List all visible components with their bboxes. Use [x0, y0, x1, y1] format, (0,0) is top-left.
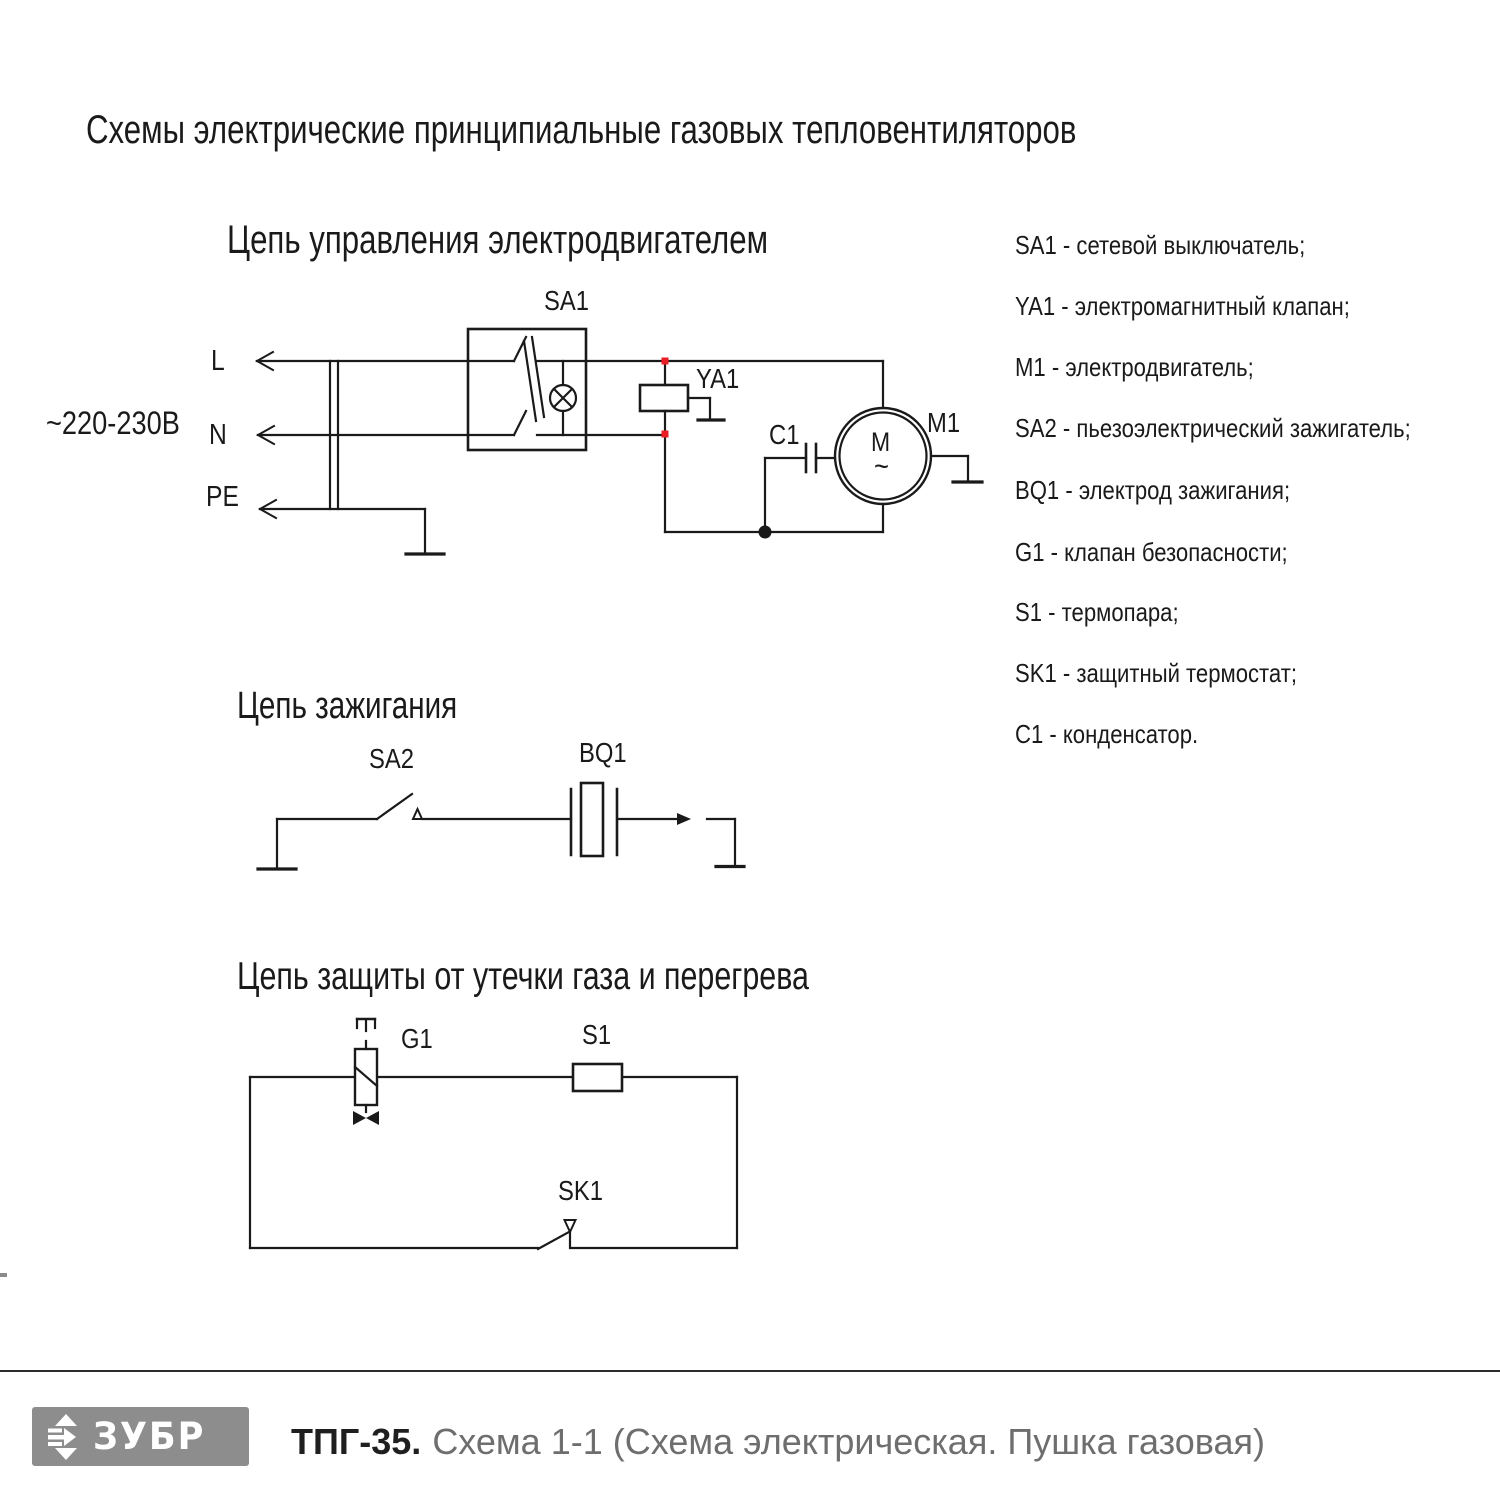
legend-item: SA2 - пьезоэлектрический зажигатель;	[1015, 413, 1411, 443]
motor-letter: M	[871, 427, 891, 457]
brand-badge	[32, 1407, 249, 1466]
legend-item: G1 - клапан безопасности;	[1015, 537, 1288, 567]
spark-arrow-icon	[677, 813, 691, 825]
legend-item: YA1 - электромагнитный клапан;	[1015, 291, 1350, 321]
footer-caption	[291, 1421, 1265, 1463]
terminal-pe-label: PE	[206, 481, 239, 513]
circuit2-title: Цепь зажигания	[237, 685, 458, 727]
scheme-subtitle: Схема 1-1 (Схема электрическая. Пушка газовая)	[432, 1421, 1265, 1462]
c1-capacitor-symbol	[765, 444, 835, 532]
sa2-switch-symbol	[258, 794, 571, 869]
g1-safety-valve-symbol	[353, 1019, 379, 1125]
label-c1: C1	[769, 419, 800, 450]
terminal-l-label: L	[211, 345, 225, 377]
ya1-valve-symbol	[640, 361, 724, 435]
stray-mark	[0, 1273, 7, 1277]
circuit3-title: Цепь защиты от утечки газа и перегрева	[237, 955, 809, 998]
legend-item: S1 - термопара;	[1015, 597, 1179, 627]
ignition-electrode-ground	[707, 819, 744, 867]
label-bq1: BQ1	[579, 737, 627, 768]
label-sk1: SK1	[558, 1175, 603, 1206]
red-junction-dot	[662, 431, 669, 438]
label-sa1: SA1	[544, 285, 589, 316]
sk1-thermostat-symbol	[538, 1220, 576, 1249]
supply-terminals	[257, 352, 468, 518]
legend-item: C1 - конденсатор.	[1015, 719, 1199, 749]
legend-item: SA1 - сетевой выключатель;	[1015, 230, 1306, 260]
protection-loop	[250, 1077, 737, 1248]
label-s1: S1	[582, 1019, 612, 1050]
zubr-logo-icon	[45, 1413, 87, 1461]
label-sa2: SA2	[369, 743, 414, 774]
circuit1-rails	[537, 361, 883, 532]
label-m1: M1	[927, 407, 961, 438]
label-g1: G1	[401, 1023, 433, 1054]
motor-ac-symbol: ~	[874, 450, 889, 483]
legend-item: M1 - электродвигатель;	[1015, 352, 1254, 382]
m1-motor-symbol	[835, 408, 982, 504]
bq1-piezo-symbol	[571, 783, 691, 856]
supply-voltage-label: ~220-230В	[46, 405, 180, 441]
legend-item: SK1 - защитный термостат;	[1015, 658, 1298, 688]
circuit1-title: Цепь управления электродвигателем	[227, 218, 769, 262]
footer-divider	[0, 1370, 1500, 1372]
model-name: ТПГ-35.	[291, 1421, 422, 1462]
red-junction-dot	[662, 358, 669, 365]
legend-item: BQ1 - электрод зажигания;	[1015, 475, 1291, 505]
label-ya1: YA1	[696, 363, 740, 394]
sa1-switch-symbol	[468, 329, 586, 450]
page-title: Схемы электрические принципиальные газовых тепловентиляторов	[86, 108, 1077, 152]
pe-ground-symbol	[406, 509, 444, 554]
terminal-n-label: N	[209, 419, 227, 451]
brand-name: ЗУБР	[93, 1415, 206, 1458]
s1-thermocouple-symbol	[573, 1064, 622, 1091]
